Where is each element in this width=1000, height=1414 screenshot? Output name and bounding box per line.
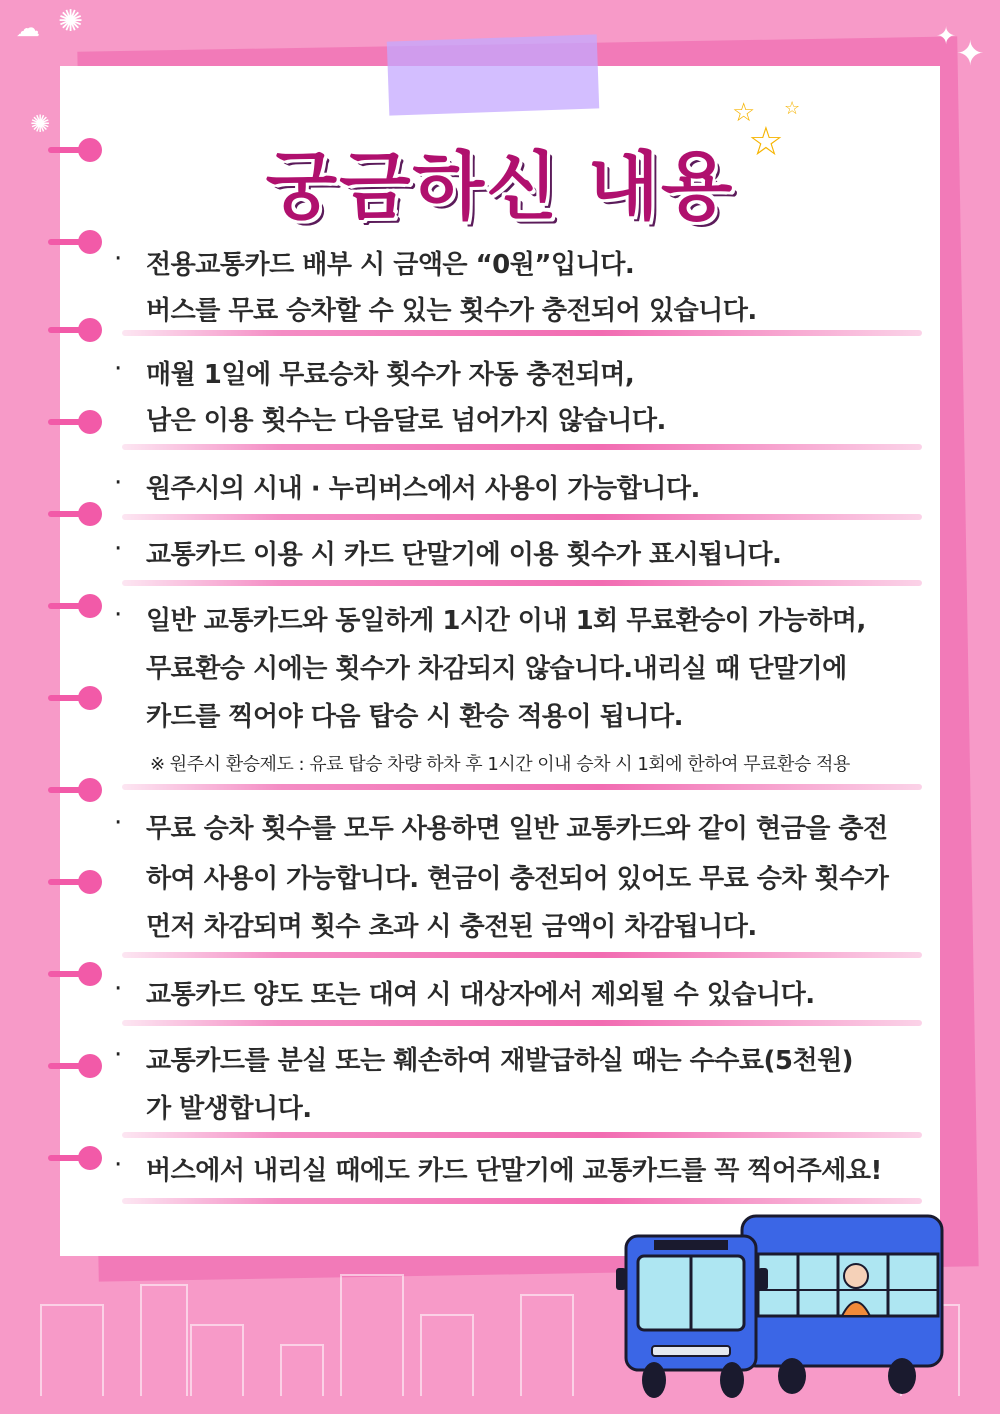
- item-line: 버스에서 내리실 때에도 카드 단말기에 교통카드를 꼭 찍어주세요!: [146, 1156, 882, 1186]
- item-line: 남은 이용 횟수는 다음달로 넘어가지 않습니다.: [146, 406, 666, 436]
- notebook-ring: [78, 686, 102, 710]
- item-line: 교통카드 양도 또는 대여 시 대상자에서 제외될 수 있습니다.: [146, 980, 815, 1010]
- city-building: [420, 1314, 474, 1396]
- notebook-ring: [78, 410, 102, 434]
- notebook-ring: [78, 502, 102, 526]
- divider: [122, 444, 922, 450]
- bullet: ·: [114, 808, 123, 838]
- sparkle-icon: ✺: [30, 110, 51, 138]
- page-title: 궁금하신 내용: [265, 144, 735, 230]
- city-building: [190, 1324, 244, 1396]
- city-building: [140, 1284, 188, 1396]
- notebook-ring: [78, 1146, 102, 1170]
- bullet: ·: [114, 354, 123, 384]
- divider: [122, 784, 922, 790]
- divider: [122, 952, 922, 958]
- bus-illustration: [612, 1210, 952, 1400]
- item-line: 하여 사용이 가능합니다. 현금이 충전되어 있어도 무료 승차 횟수가: [146, 864, 889, 894]
- notebook-ring: [78, 778, 102, 802]
- bullet: ·: [114, 534, 123, 564]
- notebook-ring: [78, 962, 102, 986]
- star-sparkle-icon: ✦: [936, 22, 957, 50]
- sparkle-icon: ✺: [58, 4, 84, 39]
- city-building: [280, 1344, 324, 1396]
- item-line: 원주시의 시내 · 누리버스에서 사용이 가능합니다.: [146, 474, 700, 504]
- bullet: ·: [114, 974, 123, 1004]
- divider: [122, 514, 922, 520]
- tape-decoration: [387, 34, 599, 115]
- city-building: [340, 1274, 404, 1396]
- notebook-ring: [78, 1054, 102, 1078]
- notebook-ring: [78, 594, 102, 618]
- divider: [122, 330, 922, 336]
- item-line: 버스를 무료 승차할 수 있는 횟수가 충전되어 있습니다.: [146, 296, 757, 326]
- item-line: 전용교통카드 배부 시 금액은 “0원”입니다.: [146, 250, 635, 280]
- item-line: 무료환승 시에는 횟수가 차감되지 않습니다.내리실 때 단말기에: [146, 654, 847, 684]
- bullet: ·: [114, 600, 123, 630]
- city-building: [520, 1294, 574, 1396]
- item-line: 가 발생합니다.: [146, 1094, 312, 1124]
- item-line: 먼저 차감되며 횟수 초과 시 충전된 금액이 차감됩니다.: [146, 912, 757, 942]
- city-building: [40, 1304, 104, 1396]
- notebook-ring: [78, 870, 102, 894]
- item-line: 교통카드를 분실 또는 훼손하여 재발급하실 때는 수수료(5천원): [146, 1046, 854, 1076]
- bus-icon: [612, 1210, 952, 1400]
- divider: [122, 1020, 922, 1026]
- transfer-note: ※ 원주시 환승제도 : 유료 탑승 차량 하차 후 1시간 이내 승차 시 1회에 한하여 무료환승 적용: [150, 754, 850, 775]
- star-sparkle-icon: ✦: [956, 34, 985, 74]
- item-line: 교통카드 이용 시 카드 단말기에 이용 횟수가 표시됩니다.: [146, 540, 782, 570]
- divider: [122, 580, 922, 586]
- item-line: 일반 교통카드와 동일하게 1시간 이내 1회 무료환승이 가능하며,: [146, 606, 866, 636]
- bullet: ·: [114, 468, 123, 498]
- bullet: ·: [114, 1150, 123, 1180]
- bullet: ·: [114, 244, 123, 274]
- item-line: 카드를 찍어야 다음 탑승 시 환승 적용이 됩니다.: [146, 702, 683, 732]
- item-line: 무료 승차 횟수를 모두 사용하면 일반 교통카드와 같이 현금을 충전: [146, 814, 888, 844]
- divider: [122, 1132, 922, 1138]
- divider: [122, 1198, 922, 1204]
- bullet: ·: [114, 1040, 123, 1070]
- item-line: 매월 1일에 무료승차 횟수가 자동 충전되며,: [146, 360, 635, 390]
- cloud-icon: ☁: [16, 14, 40, 42]
- notebook-ring: [78, 318, 102, 342]
